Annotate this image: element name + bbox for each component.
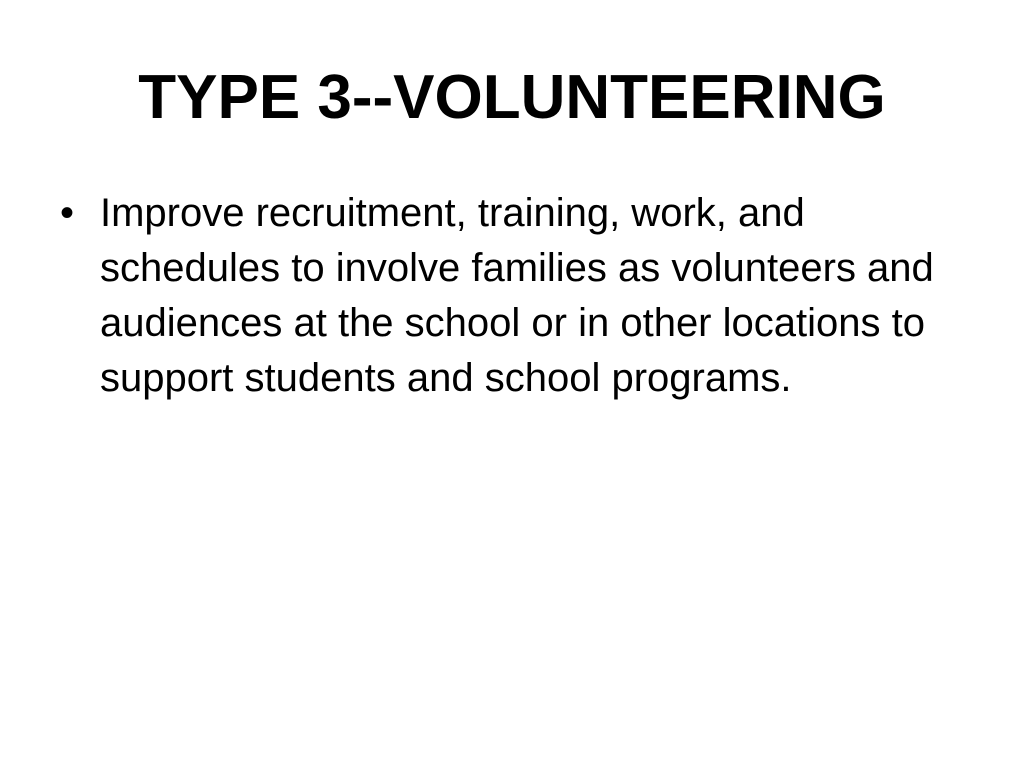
bullet-marker: •	[60, 191, 75, 235]
bullet-list	[56, 186, 986, 406]
bullet-item	[56, 186, 986, 406]
slide-title: TYPE 3--VOLUNTEERING	[138, 63, 886, 132]
bullet-text: Improve recruitment, training, work, and schedules to involve families as volunteers and audiences at the school or in other locations to support students and school programs.	[100, 191, 934, 400]
